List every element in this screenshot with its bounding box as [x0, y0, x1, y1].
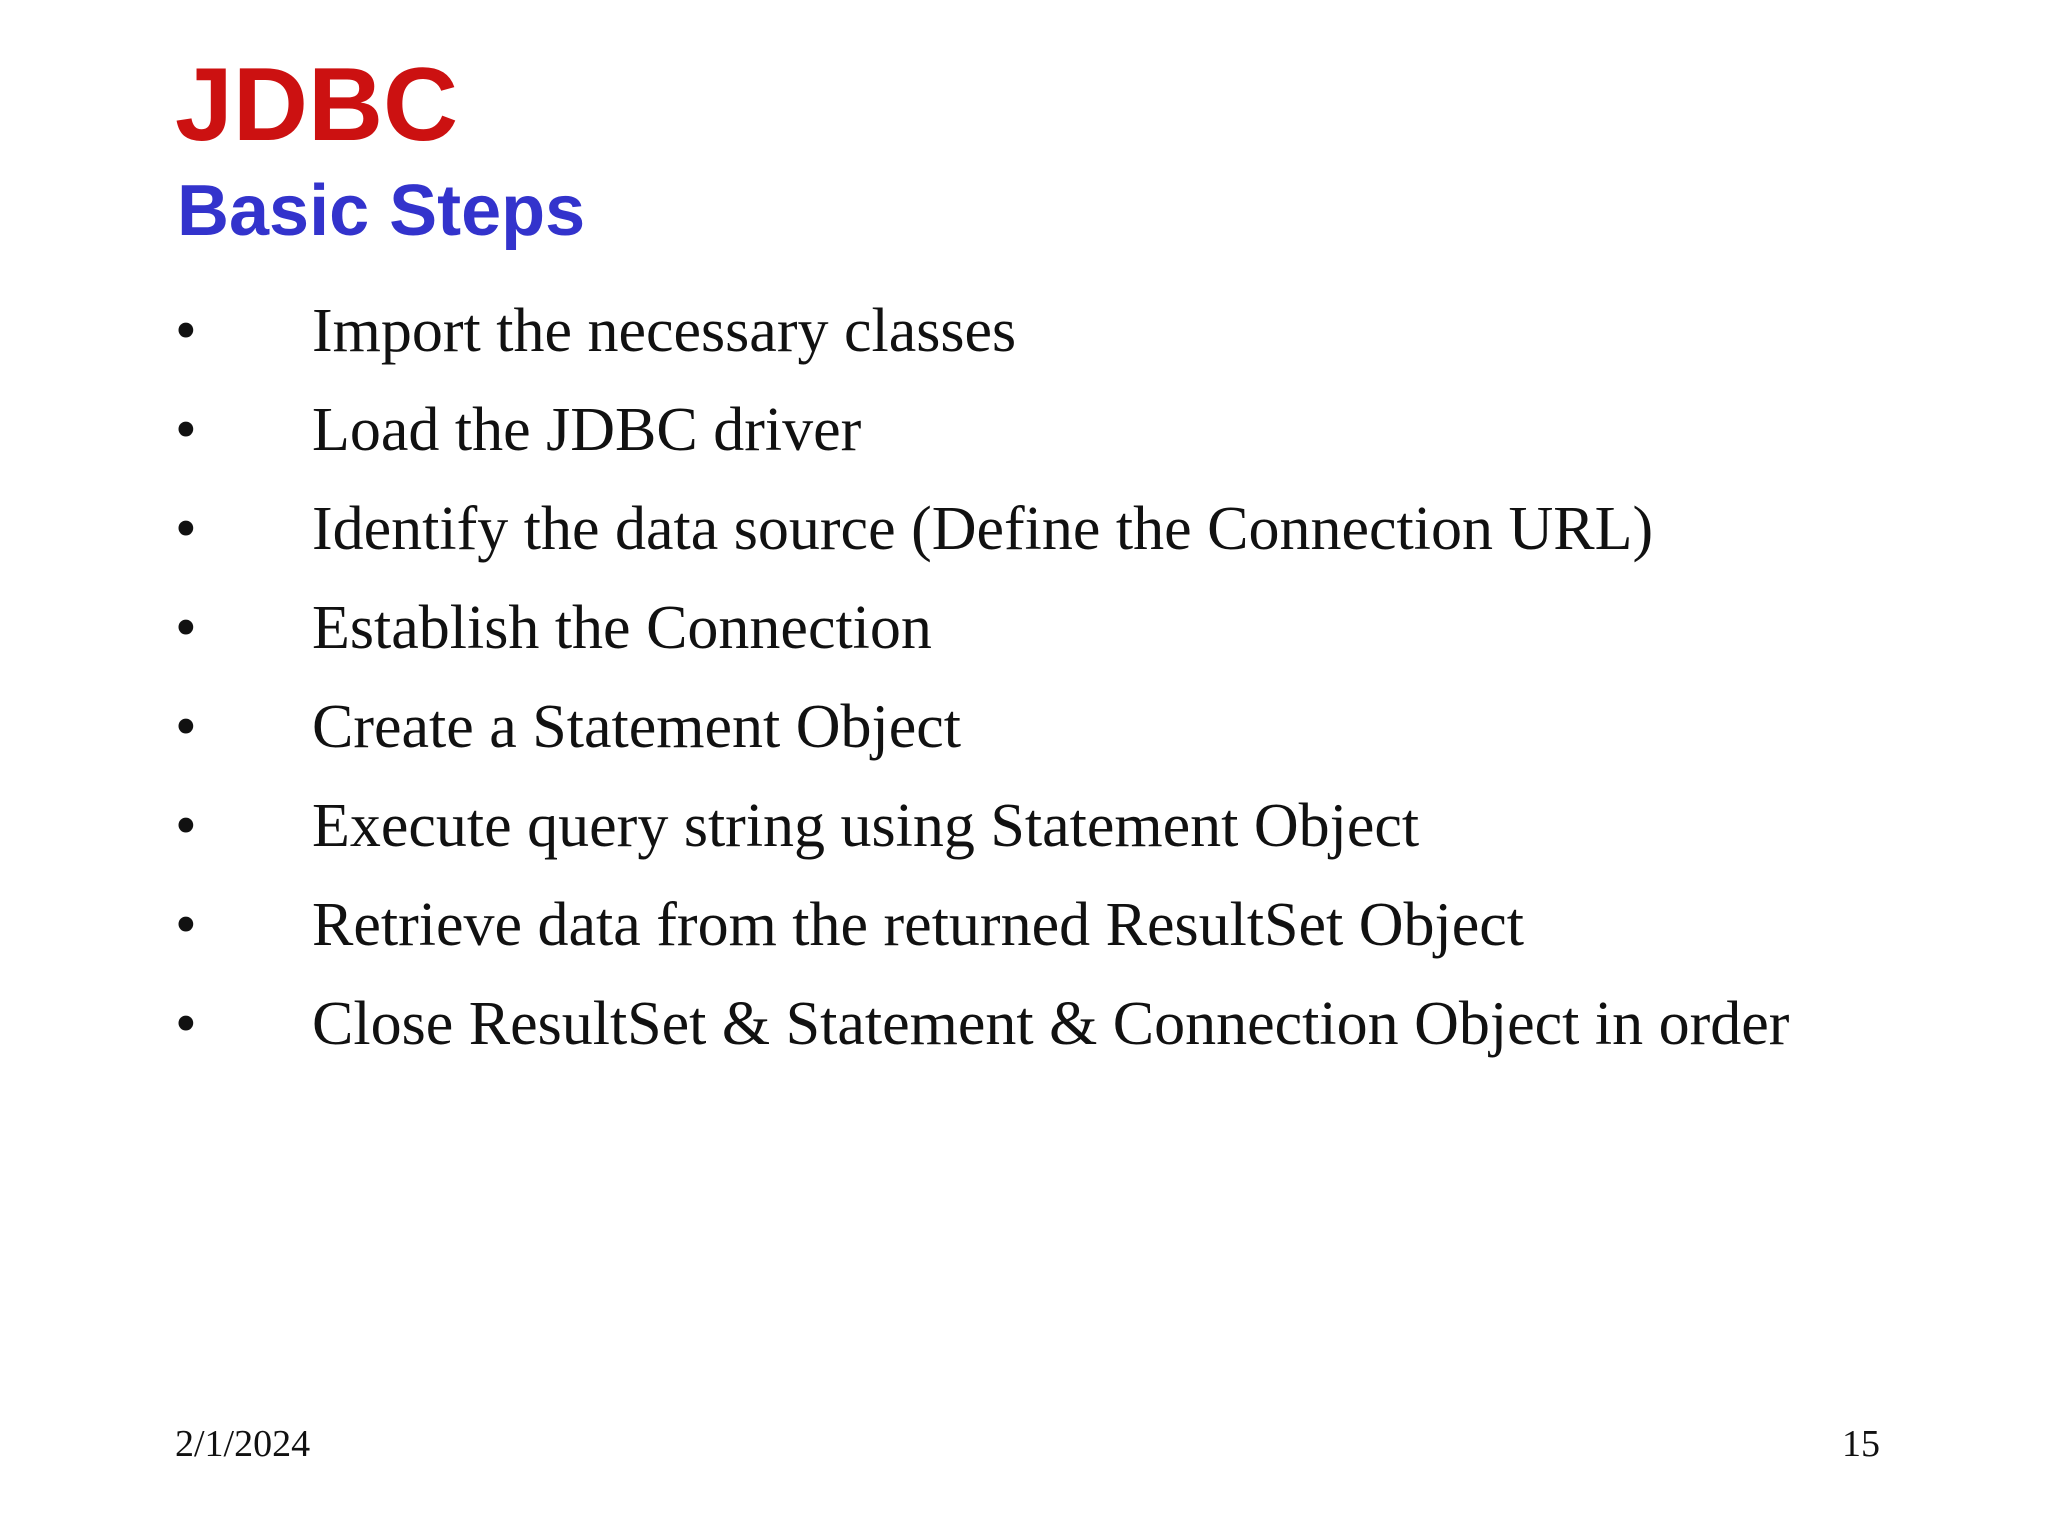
bullet-icon: • [175, 297, 197, 365]
bullet-text: Establish the Connection [312, 594, 932, 662]
bullet-icon: • [175, 693, 197, 761]
bullet-icon: • [175, 495, 197, 563]
bullet-text: Import the necessary classes [312, 297, 1017, 365]
bullet-text: Close ResultSet & Statement & Connection Object in order [312, 990, 1790, 1058]
bullet-icon: • [175, 891, 197, 959]
bullet-icon: • [175, 792, 197, 860]
page-number: 15 [1842, 1423, 1880, 1465]
bullet-text: Load the JDBC driver [312, 396, 862, 464]
bullet-icon: • [175, 594, 197, 662]
bullet-icon: • [175, 396, 197, 464]
bullet-icon: • [175, 990, 197, 1058]
bullet-text: Execute query string using Statement Object [312, 792, 1420, 860]
bullet-text: Identify the data source (Define the Connection URL) [312, 495, 1654, 563]
slide-subtitle: Basic Steps [177, 171, 586, 251]
bullet-text: Retrieve data from the returned ResultSet Object [312, 891, 1525, 959]
slide-title: JDBC [175, 47, 459, 163]
footer-date: 2/1/2024 [175, 1423, 311, 1465]
bullet-text: Create a Statement Object [312, 693, 962, 761]
